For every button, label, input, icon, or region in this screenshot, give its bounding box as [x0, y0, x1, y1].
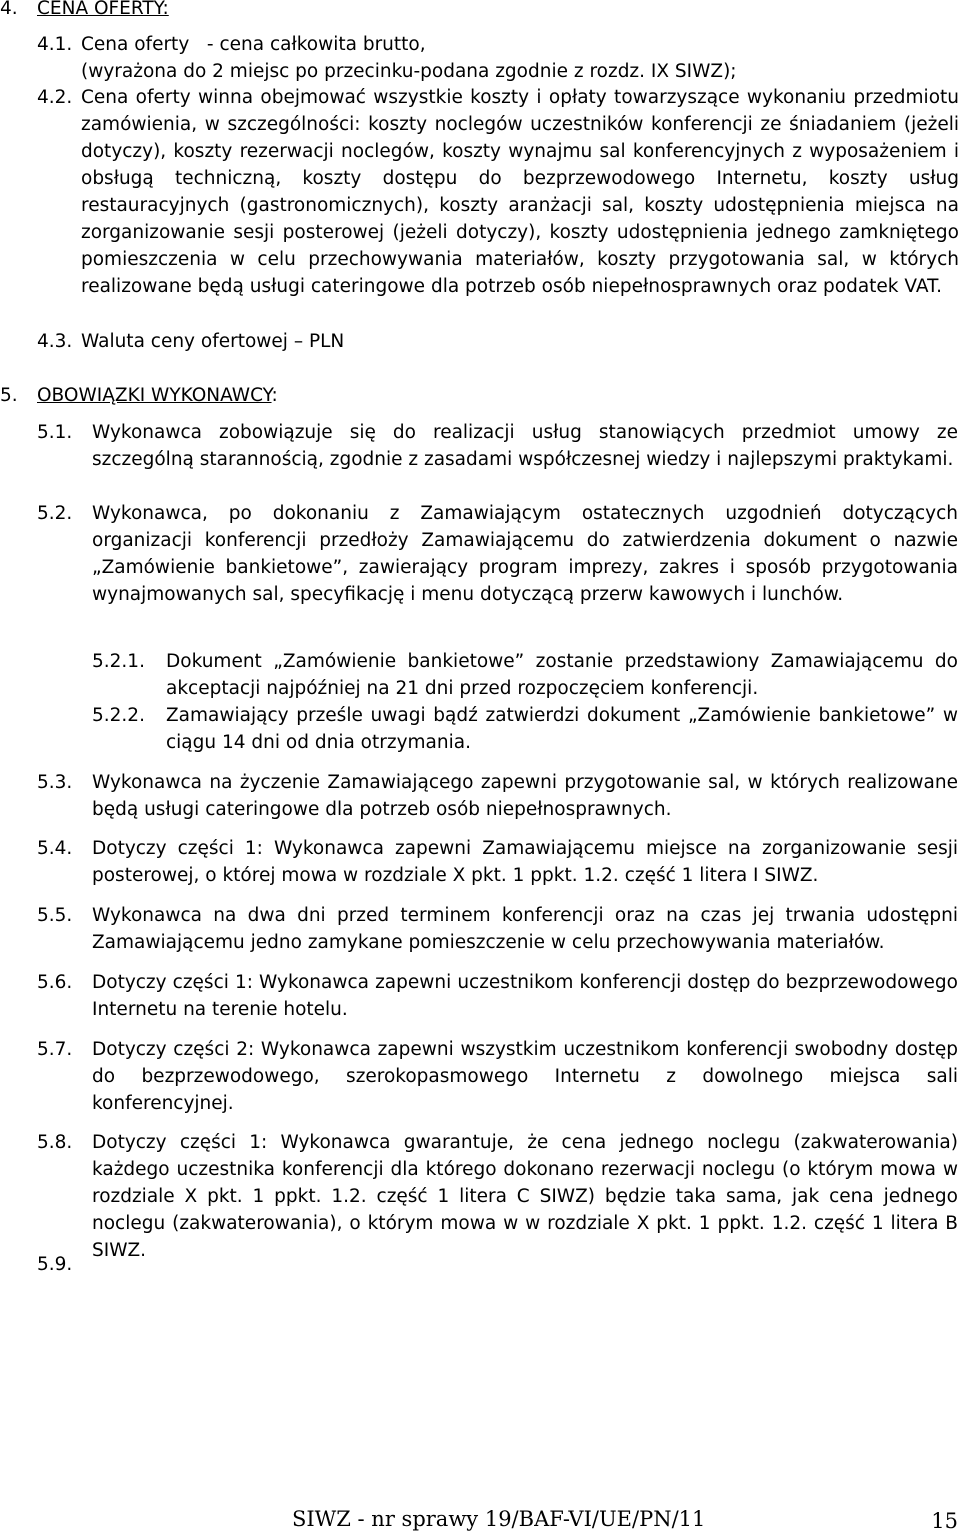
- item-4-3-text: Waluta ceny ofertowej – PLN: [81, 331, 345, 352]
- item-5-2-1-number: 5.2.1.: [92, 651, 145, 672]
- page-footer: [292, 1505, 960, 1535]
- section-5-heading-colon: :: [271, 385, 278, 406]
- item-5-5-number: 5.5.: [37, 905, 73, 926]
- page-number: 15: [931, 1509, 958, 1533]
- footer-case-number: SIWZ - nr sprawy 19/BAF-VI/UE/PN/11: [292, 1507, 706, 1531]
- section-4-heading: CENA OFERTY:: [37, 0, 169, 19]
- item-5-4-number: 5.4.: [37, 838, 73, 859]
- item-5-6-number: 5.6.: [37, 972, 73, 993]
- item-4-3-number: 4.3.: [37, 331, 73, 352]
- item-5-8-text: Dotyczy części 1: Wykonawca gwarantuje, że cena jednego noclegu (zakwaterowania) każdego uczestnika konferencji dla którego dokonano rezerwacji noclegu (o którym mowa w rozdziale X pkt. 1 ppkt. 1.2. część 1 litera C SIWZ) będzie taka sama, jak cena jednego noclegu (zakwaterowania), o którym mowa w w rozdziale X pkt. 1 ppkt. 1.2. część 1 litera B SIWZ.: [92, 1132, 958, 1261]
- item-5-2-text: Wykonawca, po dokonaniu z Zamawiającym ostatecznych uzgodnień dotyczących organizacji konferencji przedłoży Zamawiającemu do zatwierdzenia dokument o nazwie „Zamówienie bankietowe”, zawierający program imprezy, zakres i sposób przygotowania wynajmowanych sal, specyfikację i menu dotyczącą przerw kawowych i lunchów.: [92, 503, 958, 605]
- item-5-2-2-text: Zamawiający prześle uwagi bądź zatwierdzi dokument „Zamówienie bankietowe” w ciągu 14 dni od dnia otrzymania.: [166, 705, 958, 753]
- item-4-1-line-2: (wyrażona do 2 miejsc po przecinku-podana zgodnie z rozdz. IX SIWZ);: [81, 61, 737, 82]
- section-5-heading-wrap: [37, 382, 278, 409]
- section-5-number: 5.: [0, 385, 18, 406]
- item-4-1-number: 4.1.: [37, 34, 73, 55]
- item-5-9-number: 5.9.: [37, 1254, 73, 1275]
- item-5-2-1-text: Dokument „Zamówienie bankietowe” zostanie przedstawiony Zamawiającemu do akceptacji najpóźniej na 21 dni przed rozpoczęciem konferencji.: [166, 651, 958, 699]
- item-5-3-text: Wykonawca na życzenie Zamawiającego zapewni przygotowanie sal, w których realizowane będą usługi cateringowe dla potrzeb osób niepełnosprawnych.: [92, 772, 958, 820]
- item-4-2-text: Cena oferty winna obejmować wszystkie koszty i opłaty towarzyszące wykonaniu przedmiotu zamówienia, w szczególności: koszty noclegów uczestników konferencji ze śniadaniem (jeżeli dotyczy), koszty rezerwacji noclegów, koszty wynajmu sal konferencyjnych z wyposażeniem i obsługą techniczną, koszty dostępu do bezprzewodowego Internetu, koszty usług restauracyjnych (gastronomicznych), koszty aranżacji sal, koszty udostępnienia miejsca na zorganizowanie sesji posterowej (jeżeli dotyczy), koszty udostępnienia jednego zamkniętego pomieszczenia w celu przechowywania materiałów, koszty przygotowania sal, w których realizowane będą usługi cateringowe dla potrzeb osób niepełnosprawnych oraz podatek VAT.: [81, 87, 959, 297]
- item-5-5-text: Wykonawca na dwa dni przed terminem konferencji oraz na czas jej trwania udostępni Zamawiającemu jedno zamykane pomieszczenie w celu przechowywania materiałów.: [92, 905, 958, 953]
- item-5-1-number: 5.1.: [37, 422, 73, 443]
- item-5-6-text: Dotyczy części 1: Wykonawca zapewni uczestnikom konferencji dostęp do bezprzewodowego Internetu na terenie hotelu.: [92, 972, 958, 1020]
- item-5-2-2-number: 5.2.2.: [92, 705, 145, 726]
- item-5-2-number: 5.2.: [37, 503, 73, 524]
- item-4-1-line-1: Cena oferty - cena całkowita brutto,: [81, 34, 426, 55]
- item-5-7-text: Dotyczy części 2: Wykonawca zapewni wszystkim uczestnikom konferencji swobodny dostęp do bezprzewodowego, szerokopasmowego Internetu z dowolnego miejsca sali konferencyjnej.: [92, 1039, 958, 1114]
- item-5-8-number: 5.8.: [37, 1132, 73, 1153]
- item-5-3-number: 5.3.: [37, 772, 73, 793]
- item-5-7-number: 5.7.: [37, 1039, 73, 1060]
- item-5-4-text: Dotyczy części 1: Wykonawca zapewni Zamawiającemu miejsce na zorganizowanie sesji posterowej, o której mowa w rozdziale X pkt. 1 ppkt. 1.2. część 1 litera I SIWZ.: [92, 838, 958, 886]
- section-5-heading: OBOWIĄZKI WYKONAWCY: [37, 385, 272, 406]
- item-4-2-number: 4.2.: [37, 87, 73, 108]
- section-4-number: 4.: [0, 0, 18, 19]
- item-5-1-text: Wykonawca zobowiązuje się do realizacji usług stanowiących przedmiot umowy ze szczególną starannością, zgodnie z zasadami współczesnej wiedzy i najlepszymi praktykami.: [92, 422, 958, 470]
